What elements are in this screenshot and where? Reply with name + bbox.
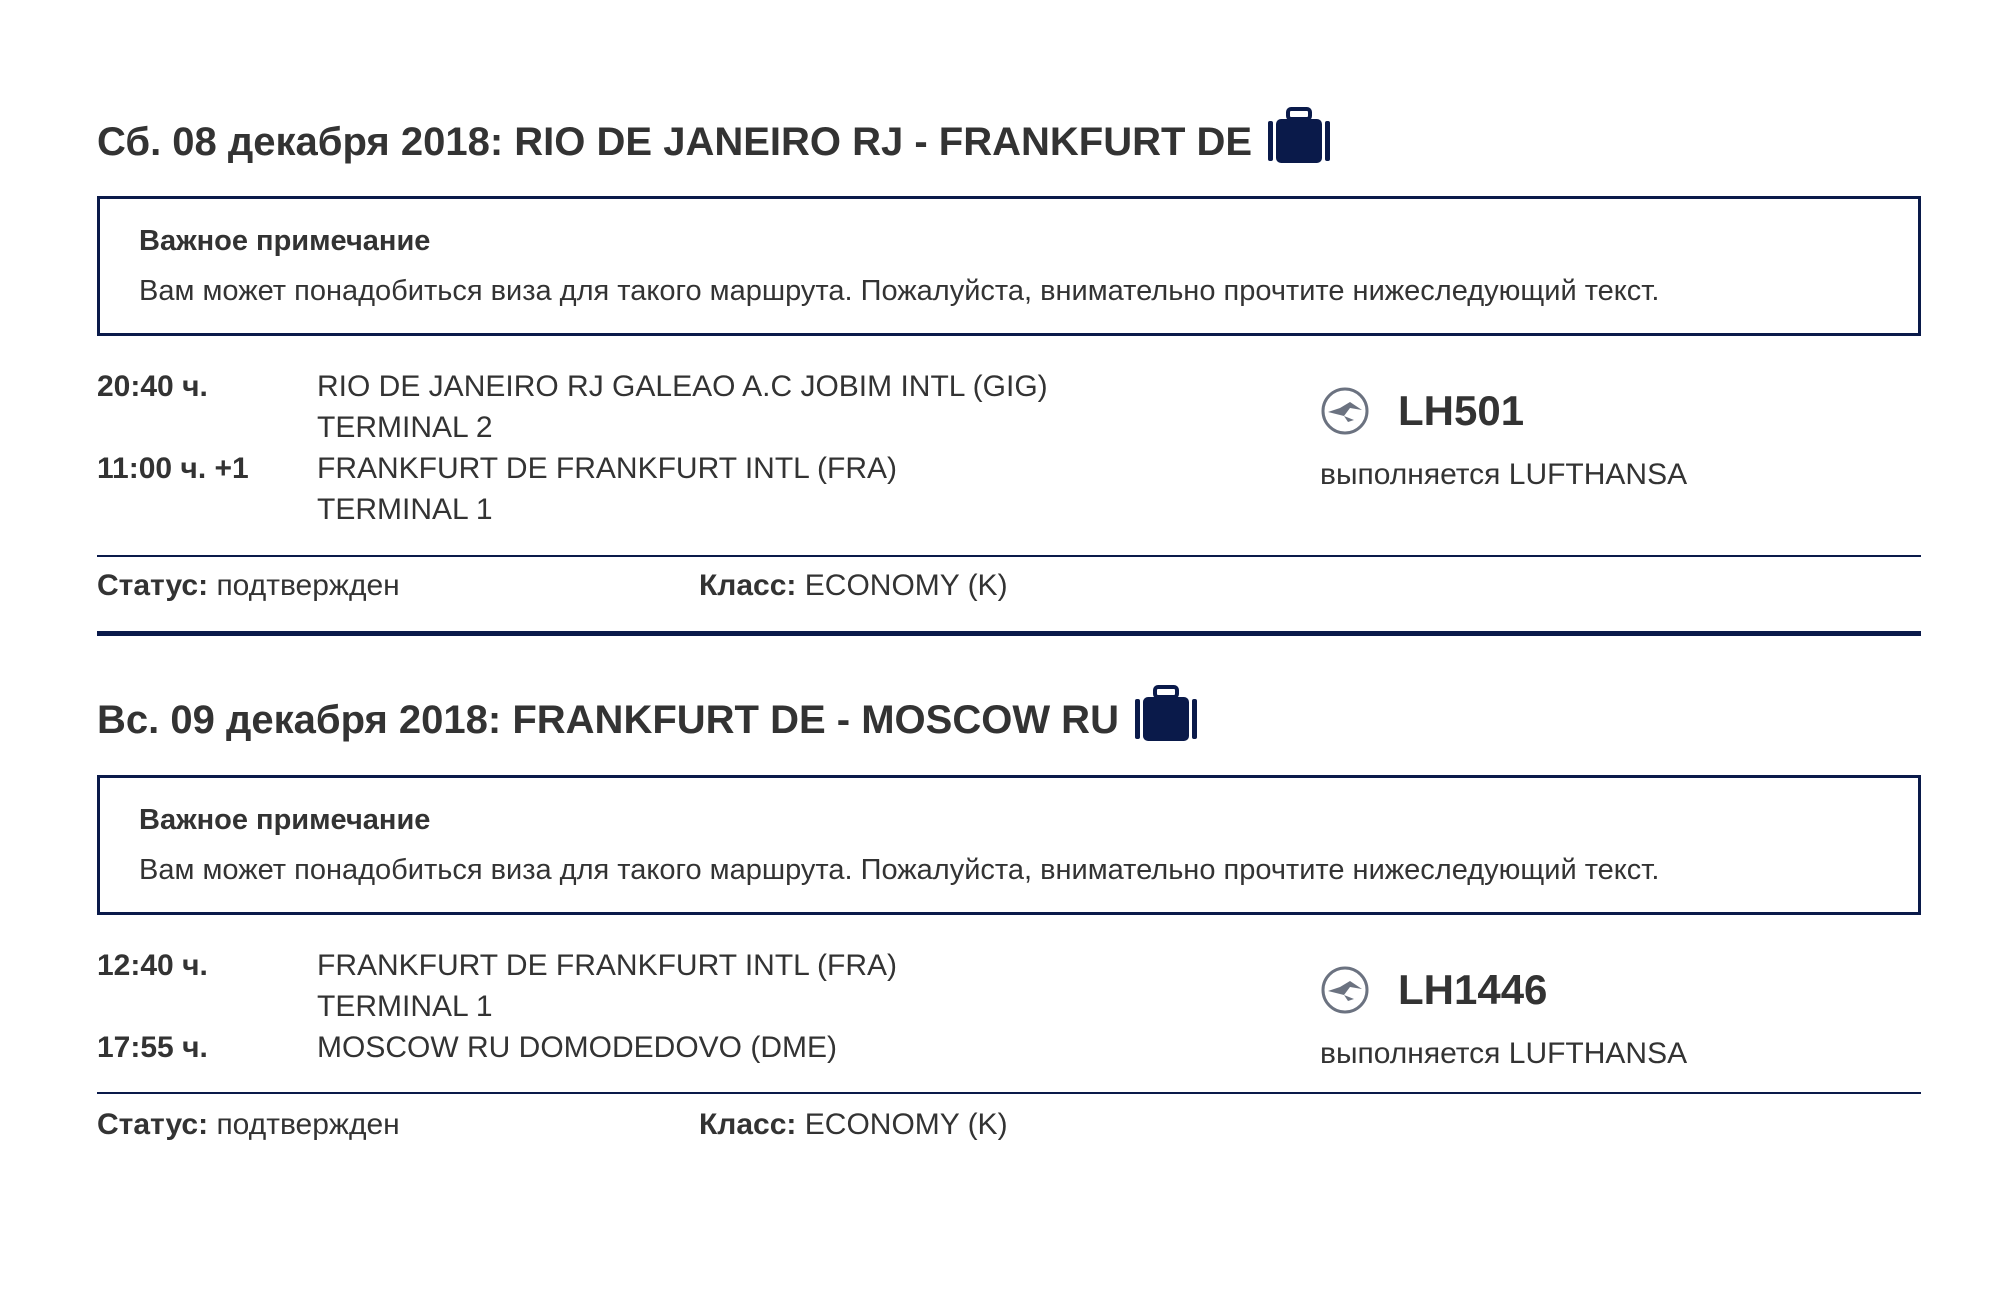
status	[97, 1108, 400, 1142]
flight-details	[97, 945, 1921, 1094]
segment-title	[97, 685, 1921, 755]
departure-airport: RIO DE JANEIRO RJ GALEAO A.C JOBIM INTL (GIG)	[317, 370, 1048, 403]
flight-number: LH501	[1398, 387, 1525, 434]
notice-text: Вам может понадобиться виза для такого маршрута. Пожалуйста, внимательно прочтите нижеследующий текст.	[139, 275, 1660, 307]
notice-title: Важное примечание	[139, 804, 431, 836]
class	[699, 1108, 1008, 1142]
operated-by: выполняется LUFTHANSA	[1320, 458, 1688, 491]
segment-title-text: Вс. 09 декабря 2018: FRANKFURT DE - MOSCOW RU	[97, 697, 1119, 742]
arrival-airport: MOSCOW RU DOMODEDOVO (DME)	[317, 1031, 837, 1064]
notice-title: Важное примечание	[139, 225, 431, 257]
departure-airport: FRANKFURT DE FRANKFURT INTL (FRA)	[317, 949, 898, 982]
operated-by: выполняется LUFTHANSA	[1320, 1037, 1688, 1070]
important-notice	[97, 775, 1921, 915]
lufthansa-crane-icon	[1320, 965, 1370, 1015]
status-value: подтвержден	[216, 1108, 400, 1141]
carrier-info	[1320, 376, 1687, 492]
departure-terminal: TERMINAL 1	[317, 990, 493, 1023]
class-value: ECONOMY (K)	[804, 1108, 1008, 1141]
flight-segment-1	[97, 107, 1921, 627]
arrival-airport: FRANKFURT DE FRANKFURT INTL (FRA)	[317, 452, 898, 485]
class-value: ECONOMY (K)	[804, 569, 1008, 602]
status	[97, 569, 400, 603]
status-value: подтвержден	[216, 569, 400, 602]
class	[699, 569, 1008, 603]
departure-time: 20:40 ч.	[97, 370, 208, 403]
flight-segment-2	[97, 685, 1921, 1164]
arrival-terminal: TERMINAL 1	[317, 493, 493, 526]
status-label: Статус:	[97, 1108, 209, 1141]
notice-text: Вам может понадобиться виза для такого маршрута. Пожалуйста, внимательно прочтите нижеследующий текст.	[139, 854, 1660, 886]
status-label: Статус:	[97, 569, 209, 602]
flight-number: LH1446	[1398, 966, 1548, 1013]
arrival-terminal-row	[97, 489, 1921, 530]
suitcase-icon	[1135, 685, 1197, 743]
class-label: Класс:	[699, 569, 797, 602]
status-row	[97, 557, 1921, 627]
flight-details	[97, 366, 1921, 557]
suitcase-icon	[1268, 107, 1330, 165]
arrival-time: 11:00 ч. +1	[97, 452, 249, 485]
lufthansa-crane-icon	[1320, 386, 1370, 436]
segment-divider	[97, 631, 1921, 636]
segment-title	[97, 107, 1921, 177]
segment-title-text: Сб. 08 декабря 2018: RIO DE JANEIRO RJ - FRANKFURT DE	[97, 119, 1253, 164]
important-notice	[97, 196, 1921, 336]
status-row	[97, 1094, 1921, 1164]
arrival-time: 17:55 ч.	[97, 1031, 208, 1064]
departure-time: 12:40 ч.	[97, 949, 208, 982]
carrier-info	[1320, 955, 1687, 1071]
departure-terminal: TERMINAL 2	[317, 411, 493, 444]
class-label: Класс:	[699, 1108, 797, 1141]
